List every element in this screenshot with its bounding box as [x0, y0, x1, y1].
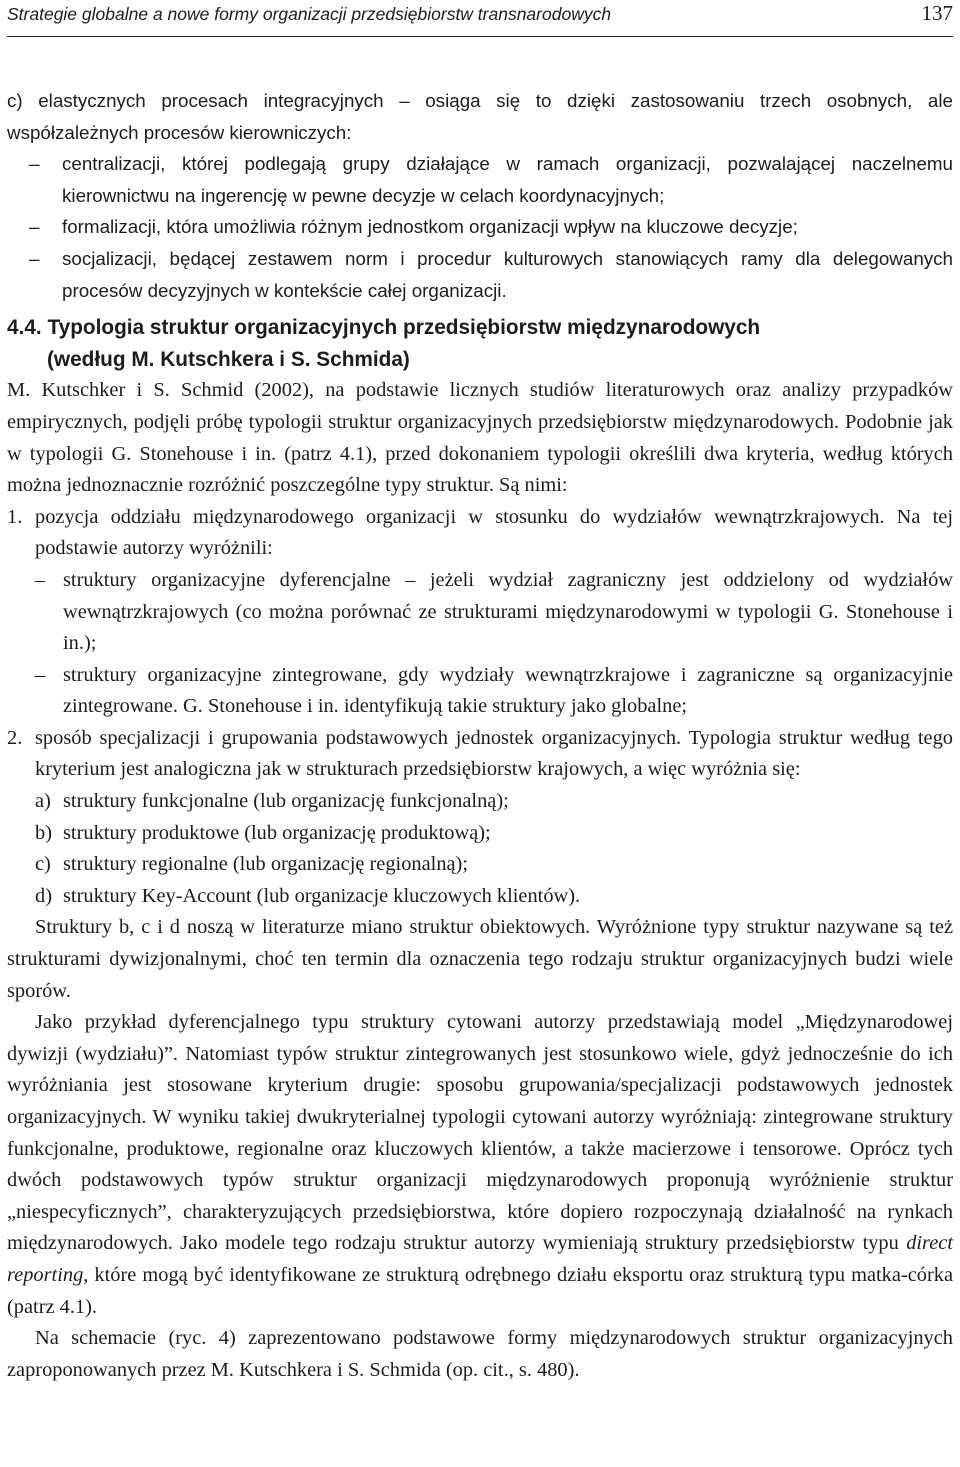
- intro-list-item: [7, 211, 953, 243]
- criterion-2-list-item: [35, 881, 953, 913]
- section-heading: [7, 312, 953, 375]
- paragraph-3-text-a: Jako przykład dyferencjalnego typu struktury cytowani autorzy przedstawiają model „Międzynarodowej dywizji (wydziału)”. Natomiast typów struktur zintegrowanych jest stosunkowo wiele, gdyż jednocześnie do ich wyróżniania jest stosowane kryterium drugie: sposobu grupowania/specjalizacji podstawowych jednostek organizacyjnych. W wyniku takiej dwukryterialnej typologii cytowani autorzy wyróżniają: zintegrowane struktury funkcjonalne, produktowe, regionalne oraz kluczowych klientów, a także macierzowe i tensorowe. Oprócz tych dwóch podstawowych typów struktur organizacji międzynarodowych proponują wyróżnienie struktur „niespecyficznych”, charakteryzujących przedsiębiorstwa, które dopiero rozpoczynają działalność na rynkach międzynarodowych. Jako modele tego rodzaju struktur autorzy wymieniają struktury przedsiębiorstw typu: [7, 1011, 953, 1255]
- paragraph-2: Struktury b, c i d noszą w literaturze miano struktur obiektowych. Wyróżnione typy struktur nazywane są też strukturami dywizjonalnymi, choć ten termin dla oznaczenia tego rodzaju struktur organizacyjnych budzi wiele sporów.: [7, 916, 953, 1002]
- paragraph-4: Na schemacie (ryc. 4) zaprezentowano podstawowe formy międzynarodowych struktur organizacyjnych zaproponowanych przez M. Kutschkera i S. Schmida (op. cit., s. 480).: [7, 1327, 953, 1381]
- list-marker: a): [35, 790, 51, 813]
- paragraph-3: [7, 1007, 953, 1323]
- criterion-2-list-item: [35, 786, 953, 818]
- section-number: 4.4.: [7, 316, 42, 340]
- criterion-text: pozycja oddziału międzynarodowego organizacji w stosunku do wydziałów wewnątrzkrajowych. Na tej podstawie autorzy wyróżnili:: [35, 505, 953, 560]
- list-item-text: centralizacji, której podlegają grupy działające w ramach organizacji, pozwalającej naczelnemu kierownictwu na ingerencję w pewne decyzje w celach koordynacyjnych;: [62, 153, 953, 206]
- paragraph-1: M. Kutschker i S. Schmid (2002), na podstawie licznych studiów literaturowych oraz analizy przypadków empirycznych, podjęli próbę typologii struktur organizacyjnych przedsiębiorstw międzynarodowych. Podobnie jak w typologii G. Stonehouse i in. (patrz 4.1), przed dokonaniem typologii określili dwa kryteria, według których można jednoznacznie rozróżnić poszczególne typy struktur. Są nimi:: [7, 379, 953, 497]
- list-marker: b): [35, 821, 52, 844]
- list-item-text: struktury produktowe (lub organizację produktową);: [63, 821, 491, 844]
- running-title: Strategie globalne a nowe formy organizacji przedsiębiorstw transnarodowych: [7, 4, 612, 24]
- criterion-marker: 1.: [7, 505, 23, 528]
- paragraph-3-italic-term: direct reporting: [7, 1232, 953, 1286]
- list-marker: d): [35, 884, 52, 907]
- list-marker: –: [29, 247, 40, 269]
- criterion-2: [7, 723, 953, 913]
- list-marker: –: [29, 216, 40, 238]
- list-marker: –: [29, 153, 40, 175]
- list-item-text: struktury organizacyjne dyferencjalne – jeżeli wydział zagraniczny jest oddzielony od wydziałów wewnątrzkrajowych (co można porównać ze strukturami międzynarodowymi w typologii G. Stonehouse i in.);: [63, 568, 953, 655]
- paragraph-3-text-b: , które mogą być identyfikowane ze strukturą odrębnego działu eksportu oraz strukturą typu matka-córka (patrz 4.1).: [7, 1263, 953, 1318]
- page-body: [7, 85, 953, 1386]
- criterion-marker: 2.: [7, 726, 23, 749]
- list-item-text: struktury organizacyjne zintegrowane, gdy wydziały wewnątrzkrajowe i zagraniczne są organizacyjnie zintegrowane. G. Stonehouse i in. identyfikują takie struktury jako globalne;: [63, 663, 953, 718]
- criterion-1: [7, 502, 953, 723]
- criterion-1-list-item: [35, 660, 953, 723]
- section-title-line2: (według M. Kutschkera i S. Schmida): [47, 347, 410, 371]
- list-item-text: struktury regionalne (lub organizację regionalną);: [63, 853, 469, 876]
- list-marker: c): [35, 853, 51, 876]
- list-item-text: struktury funkcjonalne (lub organizację funkcjonalną);: [63, 790, 509, 813]
- criterion-text: sposób specjalizacji i grupowania podstawowych jednostek organizacyjnych. Typologia struktur według tego kryterium jest analogiczna jak w strukturach przedsiębiorstw krajowych, a więc wyróżnia się:: [35, 726, 953, 781]
- criterion-2-list-item: [35, 849, 953, 881]
- list-marker: –: [35, 663, 46, 686]
- intro-block: [7, 85, 953, 306]
- list-item-text: struktury Key-Account (lub organizacje kluczowych klientów).: [63, 884, 581, 907]
- intro-list-item: [7, 243, 953, 306]
- list-marker: –: [35, 568, 46, 591]
- section-title-line1: Typologia struktur organizacyjnych przedsiębiorstw międzynarodowych: [47, 316, 761, 340]
- intro-item-c: c) elastycznych procesach integracyjnych – osiąga się to dzięki zastosowaniu trzech osobnych, ale współzależnych procesów kierowniczych:: [7, 90, 953, 143]
- intro-list-item: [7, 148, 953, 211]
- list-item-text: formalizacji, która umożliwia różnym jednostkom organizacji wpływ na kluczowe decyzje;: [62, 216, 798, 238]
- running-header: [7, 0, 953, 37]
- page-number: 137: [921, 1, 953, 25]
- list-item-text: socjalizacji, będącej zestawem norm i procedur kulturowych stanowiących ramy dla delegowanych procesów decyzyjnych w kontekście całej organizacji.: [62, 247, 953, 301]
- criterion-1-list-item: [35, 565, 953, 660]
- criterion-2-list-item: [35, 818, 953, 850]
